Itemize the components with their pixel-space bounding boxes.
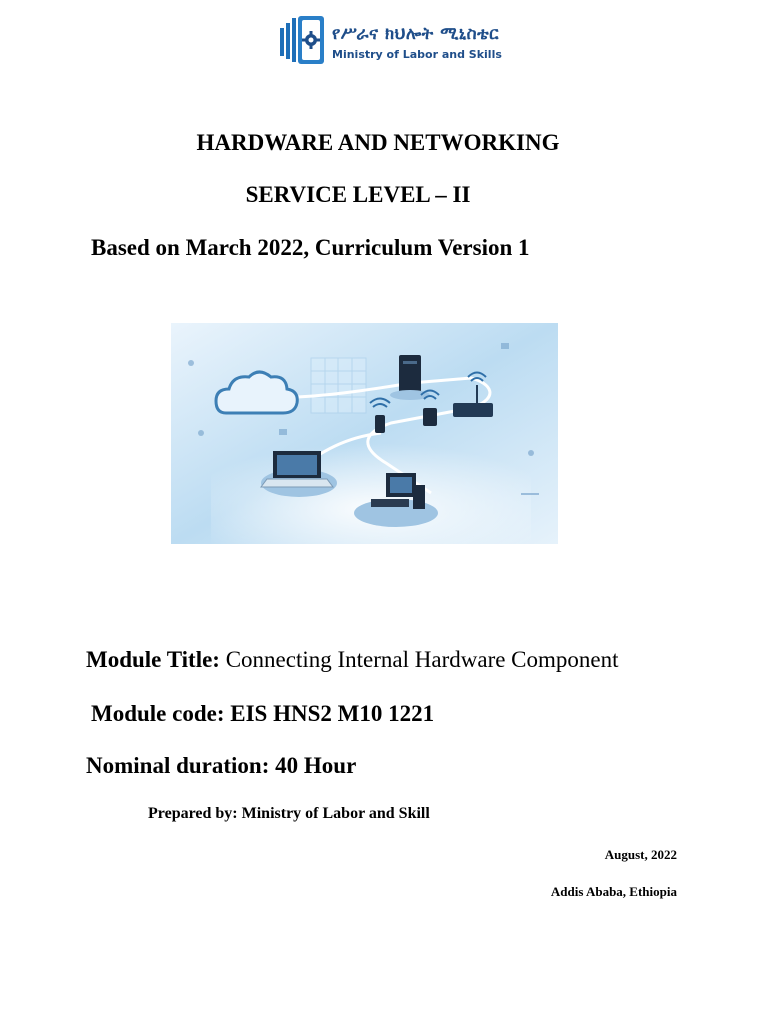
publication-place: Addis Ababa, Ethiopia	[550, 884, 677, 899]
ministry-emblem-icon	[280, 14, 328, 66]
document-title: HARDWARE AND NETWORKING	[196, 130, 560, 155]
module-title-label: Module Title:	[86, 647, 220, 672]
service-level: SERVICE LEVEL – II	[245, 182, 471, 207]
publication-date: August, 2022	[604, 847, 677, 862]
module-title-value: Connecting Internal Hardware Component	[225, 647, 619, 672]
module-title	[86, 647, 619, 673]
ministry-logo	[280, 14, 502, 66]
server-grid-icon	[311, 358, 366, 413]
logo-amharic-name: የሥራና ክህሎት ሚኒስቴር	[332, 24, 499, 44]
nominal-duration: Nominal duration: 40 Hour	[86, 753, 357, 778]
module-code: Module code: EIS HNS2 M10 1221	[91, 701, 435, 726]
network-illustration	[171, 323, 558, 544]
logo-english-name: Ministry of Labor and Skills	[332, 48, 502, 61]
curriculum-version: Based on March 2022, Curriculum Version 1	[91, 235, 530, 260]
prepared-by: Prepared by: Ministry of Labor and Skill	[148, 805, 430, 822]
